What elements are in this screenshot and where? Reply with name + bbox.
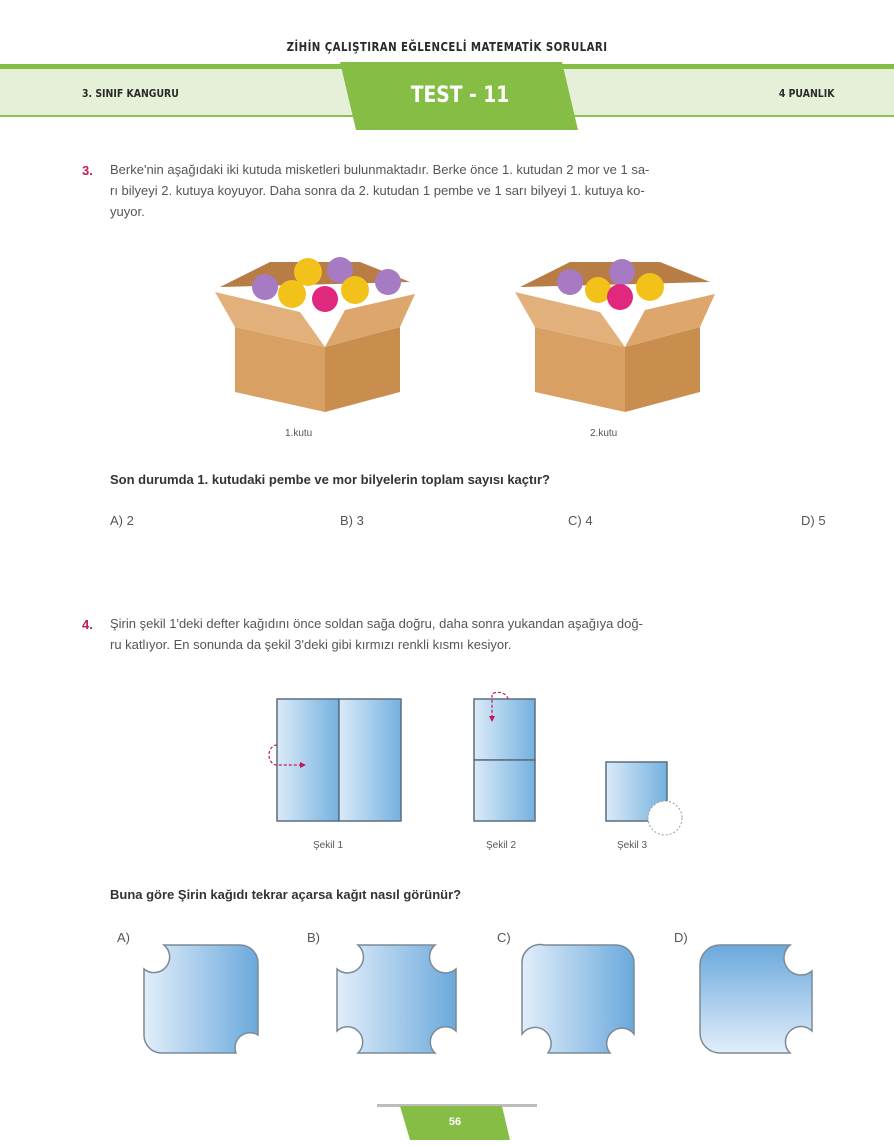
series-title: ZİHİN ÇALIŞTIRAN EĞLENCELİ MATEMATİK SORULARI — [286, 40, 608, 54]
figure-3-caption: Şekil 3 — [617, 840, 648, 851]
purple-ball — [375, 269, 401, 295]
figure-2 — [474, 692, 535, 821]
question-3-number: 3. — [82, 163, 93, 178]
question-3-prompt: Son durumda 1. kutudaki pembe ve mor bilyelerin toplam sayısı kaçtır? — [110, 472, 550, 487]
q3-line: Berke'nin aşağıdaki iki kutuda misketleri bulunmaktadır. Berke önce 1. kutudan 2 mor ve 1 sa- — [110, 162, 650, 177]
figure-1-caption: Şekil 1 — [313, 840, 344, 851]
question-4-number: 4. — [82, 617, 93, 632]
question-4-prompt: Buna göre Şirin kağıdı tekrar açarsa kağıt nasıl görünür? — [110, 887, 462, 902]
grade-label: 3. SINIF KANGURU — [82, 87, 179, 100]
q4-option-a-label[interactable]: A) — [117, 930, 130, 945]
page-number: 56 — [448, 1116, 462, 1128]
q4-option-d-label[interactable]: D) — [674, 930, 688, 945]
test-title: TEST - 11 — [410, 83, 510, 108]
figure-3 — [606, 762, 682, 835]
pink-ball — [607, 284, 633, 310]
figure-1 — [269, 699, 401, 821]
answer-shapes — [140, 935, 860, 1060]
pink-ball — [312, 286, 338, 312]
option-c-shape[interactable] — [522, 945, 634, 1053]
yellow-ball — [278, 280, 306, 308]
q3-line: rı bilyeyi 2. kutuya koyuyor. Daha sonra da 2. kutudan 1 pembe ve 1 sarı bilyeyi 1. kutuya ko- — [110, 183, 645, 198]
option-a-shape[interactable] — [144, 945, 258, 1053]
option-d-shape[interactable] — [700, 945, 812, 1053]
question-3-text — [110, 159, 840, 222]
yellow-ball — [585, 277, 611, 303]
q4-line: ru katlıyor. En sonunda da şekil 3'deki gibi kırmızı renkli kısmı kesiyor. — [110, 637, 512, 652]
q3-option-d[interactable]: D) 5 — [801, 513, 826, 528]
figure-2-caption: Şekil 2 — [486, 840, 517, 851]
q4-option-b-label[interactable]: B) — [307, 930, 320, 945]
purple-ball — [252, 274, 278, 300]
q4-line: Şirin şekil 1'deki defter kağıdını önce soldan sağa doğru, daha sonra yukandan aşağıya doğ- — [110, 616, 643, 631]
q3-option-a[interactable]: A) 2 — [110, 513, 134, 528]
option-b-shape[interactable] — [337, 945, 456, 1053]
purple-ball — [609, 259, 635, 285]
box-2-figure — [510, 252, 720, 417]
q4-option-c-label[interactable]: C) — [497, 930, 511, 945]
points-label: 4 PUANLIK — [778, 87, 834, 100]
folding-figures — [260, 690, 700, 840]
box-1-caption: 1.kutu — [285, 428, 313, 439]
yellow-ball — [636, 273, 664, 301]
cut-circle — [648, 801, 682, 835]
q3-option-c[interactable]: C) 4 — [568, 513, 593, 528]
box-1-figure — [210, 252, 420, 417]
purple-ball — [557, 269, 583, 295]
q3-option-b[interactable]: B) 3 — [340, 513, 364, 528]
q3-line: yuyor. — [110, 204, 145, 219]
box-2-caption: 2.kutu — [590, 428, 618, 439]
yellow-ball — [341, 276, 369, 304]
question-4-text — [110, 613, 840, 655]
